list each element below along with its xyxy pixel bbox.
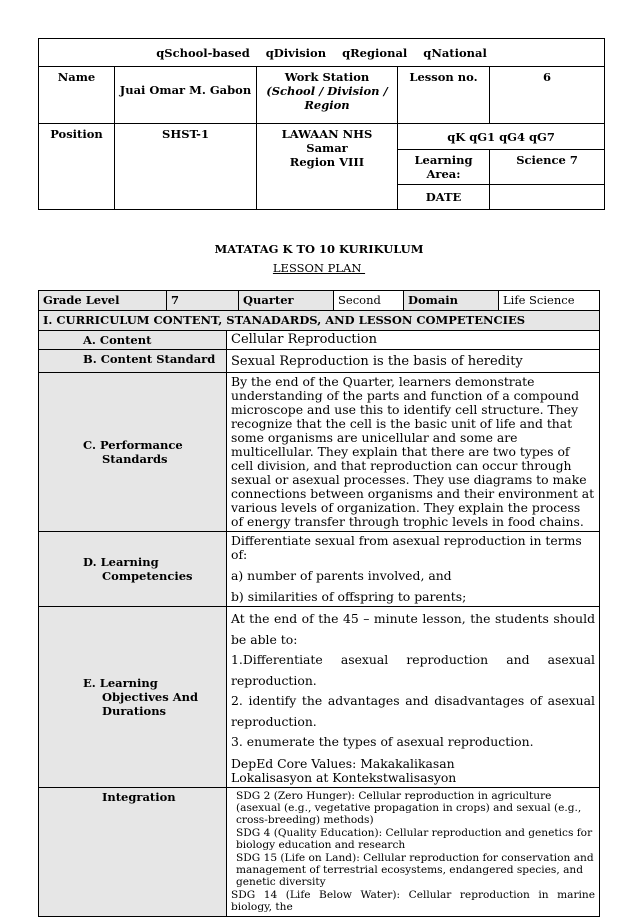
station-value	[257, 124, 398, 210]
grade-level-value: 7	[167, 291, 239, 311]
competencies-label-line1: D. Learning	[83, 555, 159, 569]
date-value	[490, 185, 605, 210]
domain-value: Life Science	[499, 291, 600, 311]
objectives-label-line1: E. Learning	[83, 675, 158, 690]
curriculum-title: MATATAG K TO 10 KURIKULUM	[214, 242, 424, 256]
objective-line: 1.Differentiate asexual reproduction and asexual reproduction.	[231, 652, 596, 688]
content-label: A. Content	[39, 331, 227, 350]
performance-label-line2: Standards	[102, 452, 168, 466]
core-values-line2: Lokalisasyon at Kontekstwalisasyon	[231, 769, 457, 785]
position-value: SHST-1	[115, 124, 257, 210]
station-line1: LAWAAN NHS	[281, 127, 373, 141]
learning-competencies-value	[227, 532, 600, 607]
integration-value	[227, 787, 600, 916]
lesson-plan-title-text: LESSON PLAN	[272, 261, 366, 275]
integration-label: Integration	[39, 787, 227, 916]
competency-line: Differentiate sexual from asexual reproduction in terms of:	[231, 533, 582, 562]
station-line3: Region VIII	[289, 155, 365, 169]
position-label: Position	[39, 124, 115, 210]
content-standard-label: B. Content Standard	[39, 350, 227, 373]
integration-line: SDG 14 (Life Below Water): Cellular reproduction in marine biology, the	[231, 888, 596, 914]
lesson-no-label: Lesson no.	[398, 67, 490, 124]
name-value: Juai Omar M. Gabon	[115, 67, 257, 124]
learning-objectives-label	[39, 607, 227, 788]
domain-label: Domain	[404, 291, 499, 311]
objective-line: 2. identify the advantages and disadvantages of asexual reproduction.	[231, 693, 596, 729]
objectives-label-line3: Durations	[102, 703, 167, 718]
level-checkboxes	[39, 39, 605, 67]
quarter-label: Quarter	[239, 291, 334, 311]
content-value: Cellular Reproduction	[227, 331, 600, 350]
integration-line: SDG 2 (Zero Hunger): Cellular reproduction in agriculture (asexual (e.g., vegetative propagation in crops) and sexual (e.g., cross-breeding) methods)	[236, 789, 582, 827]
integration-line: SDG 4 (Quality Education): Cellular reproduction and genetics for biology education and research	[236, 826, 593, 852]
levels-text: qSchool-based qDivision qRegional qNational	[156, 45, 487, 60]
grade-level-label: Grade Level	[39, 291, 167, 311]
lesson-plan-title	[0, 261, 638, 275]
content-standard-value: Sexual Reproduction is the basis of heredity	[227, 350, 600, 373]
workstation-label-line1: Work Station	[284, 70, 370, 84]
date-label: DATE	[398, 185, 490, 210]
competency-line: b) similarities of offspring to parents;	[231, 589, 467, 604]
performance-standards-label	[39, 373, 227, 532]
core-values-line1: DepEd Core Values: Makakalikasan	[231, 755, 455, 771]
objective-line: At the end of the 45 – minute lesson, the students should be able to:	[231, 611, 596, 647]
workstation-label-line2: (School / Division / Region	[266, 84, 388, 112]
learning-area-label: Learning Area:	[398, 150, 490, 185]
header-table	[38, 38, 605, 210]
lesson-no-value: 6	[490, 67, 605, 124]
quarter-value: Second	[334, 291, 404, 311]
performance-label-line1: C. Performance	[83, 438, 183, 452]
name-label: Name	[39, 67, 115, 124]
learning-objectives-value	[227, 607, 600, 788]
grade-checkboxes: qK qG1 qG4 qG7	[398, 124, 605, 150]
section-title: I. CURRICULUM CONTENT, STANADARDS, AND LESSON COMPETENCIES	[39, 311, 600, 331]
objectives-label-line2: Objectives And	[102, 689, 199, 704]
workstation-label	[257, 67, 398, 124]
objective-line: 3. enumerate the types of asexual reproduction.	[231, 734, 534, 749]
performance-standards-value: By the end of the Quarter, learners demonstrate understanding of the parts and function of a compound microscope and use this to identify cell structure. They recognize that the cell is the basic unit of life and that some organisms are unicellular and some are multicellular. They explain that there are two types of cell division, and that reproduction can occur through sexual or asexual processes. They use diagrams to make connections between organisms and their environment at various levels of organization. They explain the process of energy transfer through trophic levels in food chains.	[227, 373, 600, 532]
learning-competencies-label	[39, 532, 227, 607]
learning-area-value: Science 7	[490, 150, 605, 185]
station-line2: Samar	[306, 141, 348, 155]
competencies-label-line2: Competencies	[102, 569, 193, 583]
lesson-plan-table	[38, 290, 600, 917]
competency-line: a) number of parents involved, and	[231, 568, 452, 583]
integration-line: SDG 15 (Life on Land): Cellular reproduction for conservation and management of terrestrial ecosystems, endangered species, and genetic diversity	[236, 851, 594, 889]
